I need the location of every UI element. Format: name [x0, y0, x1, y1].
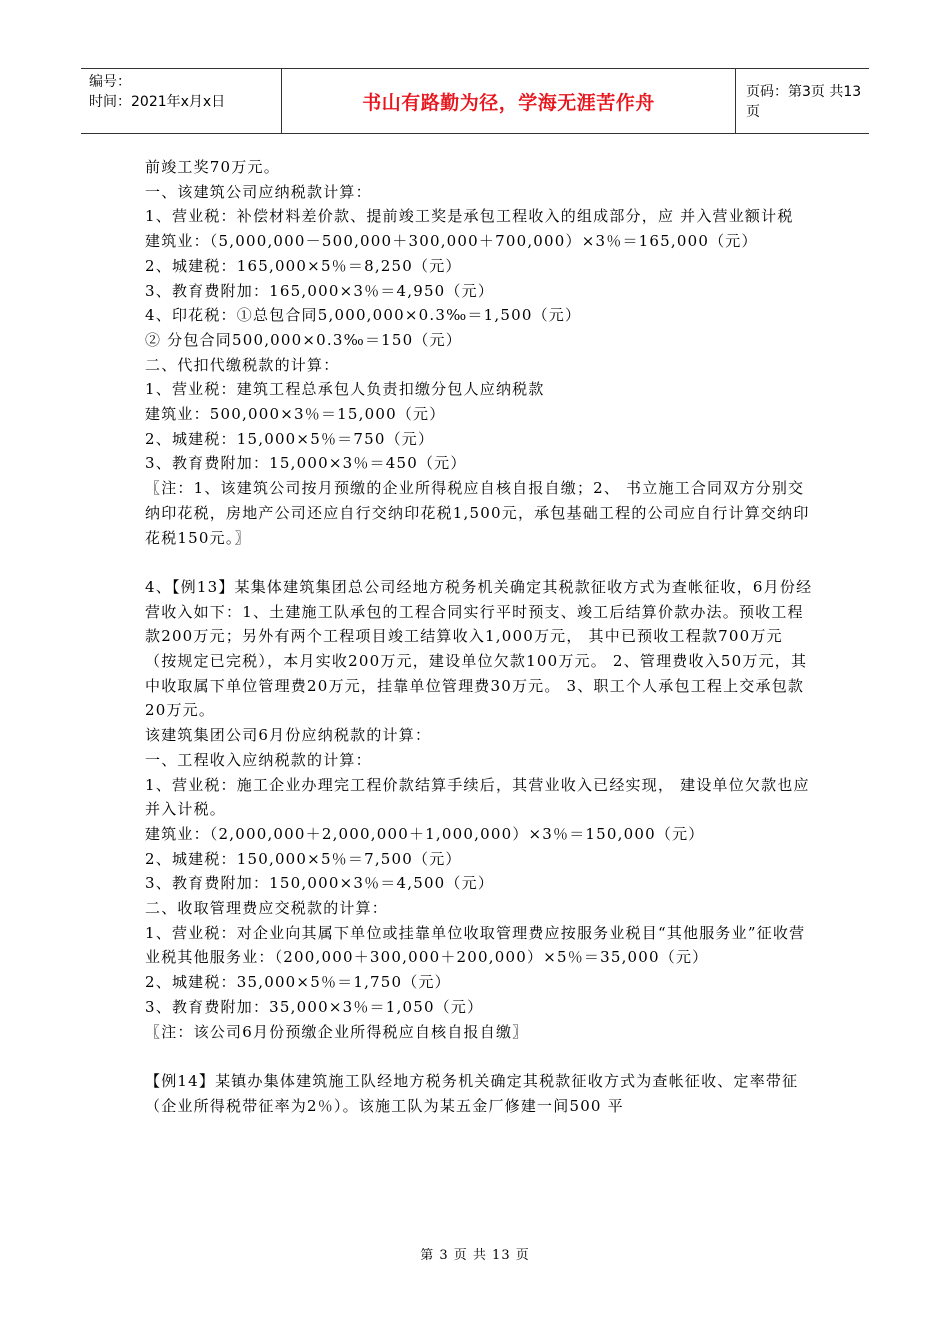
paragraph: 建筑业：（2,000,000＋2,000,000＋1,000,000）×3％＝150,000（元） — [145, 824, 705, 843]
paragraph: 二、收取管理费应交税款的计算： — [145, 899, 389, 918]
paragraph: 3、教育费附加：165,000×3％＝4,950（元） — [145, 281, 495, 300]
paragraph: 2、城建税：165,000×5％＝8,250（元） — [145, 256, 462, 275]
paragraph: 2、城建税：150,000×5％＝7,500（元） — [145, 849, 462, 868]
paragraph: 该建筑集团公司6月份应纳税款的计算： — [145, 726, 432, 745]
paragraph: 一、该建筑公司应纳税款计算： — [145, 182, 372, 201]
paragraph: 4、印花税：①总包合同5,000,000×0.3‰＝1,500（元） — [145, 306, 582, 325]
paragraph: 二、代扣代缴税款的计算： — [145, 355, 340, 374]
paragraph: 2、城建税：35,000×5％＝1,750（元） — [145, 973, 451, 992]
paragraph: 3、教育费附加：150,000×3％＝4,500（元） — [145, 874, 495, 893]
paragraph: 1、营业税：补偿材料差价款、提前竣工奖是承包工程收入的组成部分，应 并入营业额计税 — [145, 207, 794, 226]
document-body — [145, 155, 813, 1118]
page-footer — [0, 1244, 950, 1263]
paragraph: 3、教育费附加：15,000×3％＝450（元） — [145, 454, 467, 473]
paragraph: 建筑业：（5,000,000－500,000＋300,000＋700,000）×3％＝165,000（元） — [145, 232, 758, 251]
paragraph: 1、营业税：建筑工程总承包人负责扣缴分包人应纳税款 — [145, 380, 545, 399]
page-header — [81, 68, 869, 134]
paragraph-spacer — [145, 1044, 813, 1069]
paragraph: 1、营业税：对企业向其属下单位或挂靠单位收取管理费应按服务业税目“其他服务业”征收营业税其他服务业：（200,000＋300,000＋200,000）×5％＝35,000（元） — [145, 923, 806, 967]
page-code-text: 页码：第3页 共13页 — [746, 84, 862, 120]
header-motto-cell — [281, 69, 736, 133]
paragraph: 1、营业税：施工企业办理完工程价款结算手续后，其营业收入已经实现， 建设单位欠款也应并入计税。 — [145, 775, 810, 819]
paragraph: 4、【例13】某集体建筑集团总公司经地方税务机关确定其税款征收方式为查帐征收，6月份经营收入如下：1、土建施工队承包的工程合同实行平时预支、竣工后结算价款办法。预收工程款200万元；另外有两个工程项目竣工结算收入1,000万元， 其中已预收工程款700万元（按规定已完税），本月实收200万元，建设单位欠款100万元。 2、管理费收入50万元，其中收取属下单位管理费20万元，挂靠单位管理费30万元。 3、职工个人承包工程上交承包款20万元。 — [145, 577, 813, 720]
paragraph: ② 分包合同500,000×0.3‰＝150（元） — [145, 330, 462, 349]
paragraph: 2、城建税：15,000×5％＝750（元） — [145, 429, 435, 448]
paragraph: 〖注：1、该建筑公司按月预缴的企业所得税应自核自报自缴；2、 书立施工合同双方分别交纳印花税，房地产公司还应自行交纳印花税1,500元，承包基础工程的公司应自行计算交纳印花税150元。〗 — [145, 479, 810, 547]
serial-label: 编号： — [89, 74, 131, 90]
paragraph: 〖注：该公司6月份预缴企业所得税应自核自报自缴〗 — [145, 1022, 529, 1041]
paragraph: 3、教育费附加：35,000×3％＝1,050（元） — [145, 997, 484, 1016]
footer-page-number: 第 3 页 共 13 页 — [420, 1248, 530, 1263]
paragraph: 前竣工奖70万元。 — [145, 158, 280, 176]
paragraph: 【例14】某镇办集体建筑施工队经地方税务机关确定其税款征收方式为查帐征收、定率带征（企业所得税带征率为2％）。该施工队为某五金厂修建一间500 平 — [145, 1071, 799, 1115]
header-page-code — [736, 69, 869, 133]
paragraph: 一、工程收入应纳税款的计算： — [145, 750, 372, 769]
motto-text: 书山有路勤为径，学海无涯苦作舟 — [362, 91, 655, 114]
paragraph-spacer — [145, 550, 813, 575]
time-label: 时间：2021年x月x日 — [89, 94, 226, 110]
paragraph: 建筑业：500,000×3％＝15,000（元） — [145, 405, 446, 424]
header-meta — [81, 69, 281, 133]
